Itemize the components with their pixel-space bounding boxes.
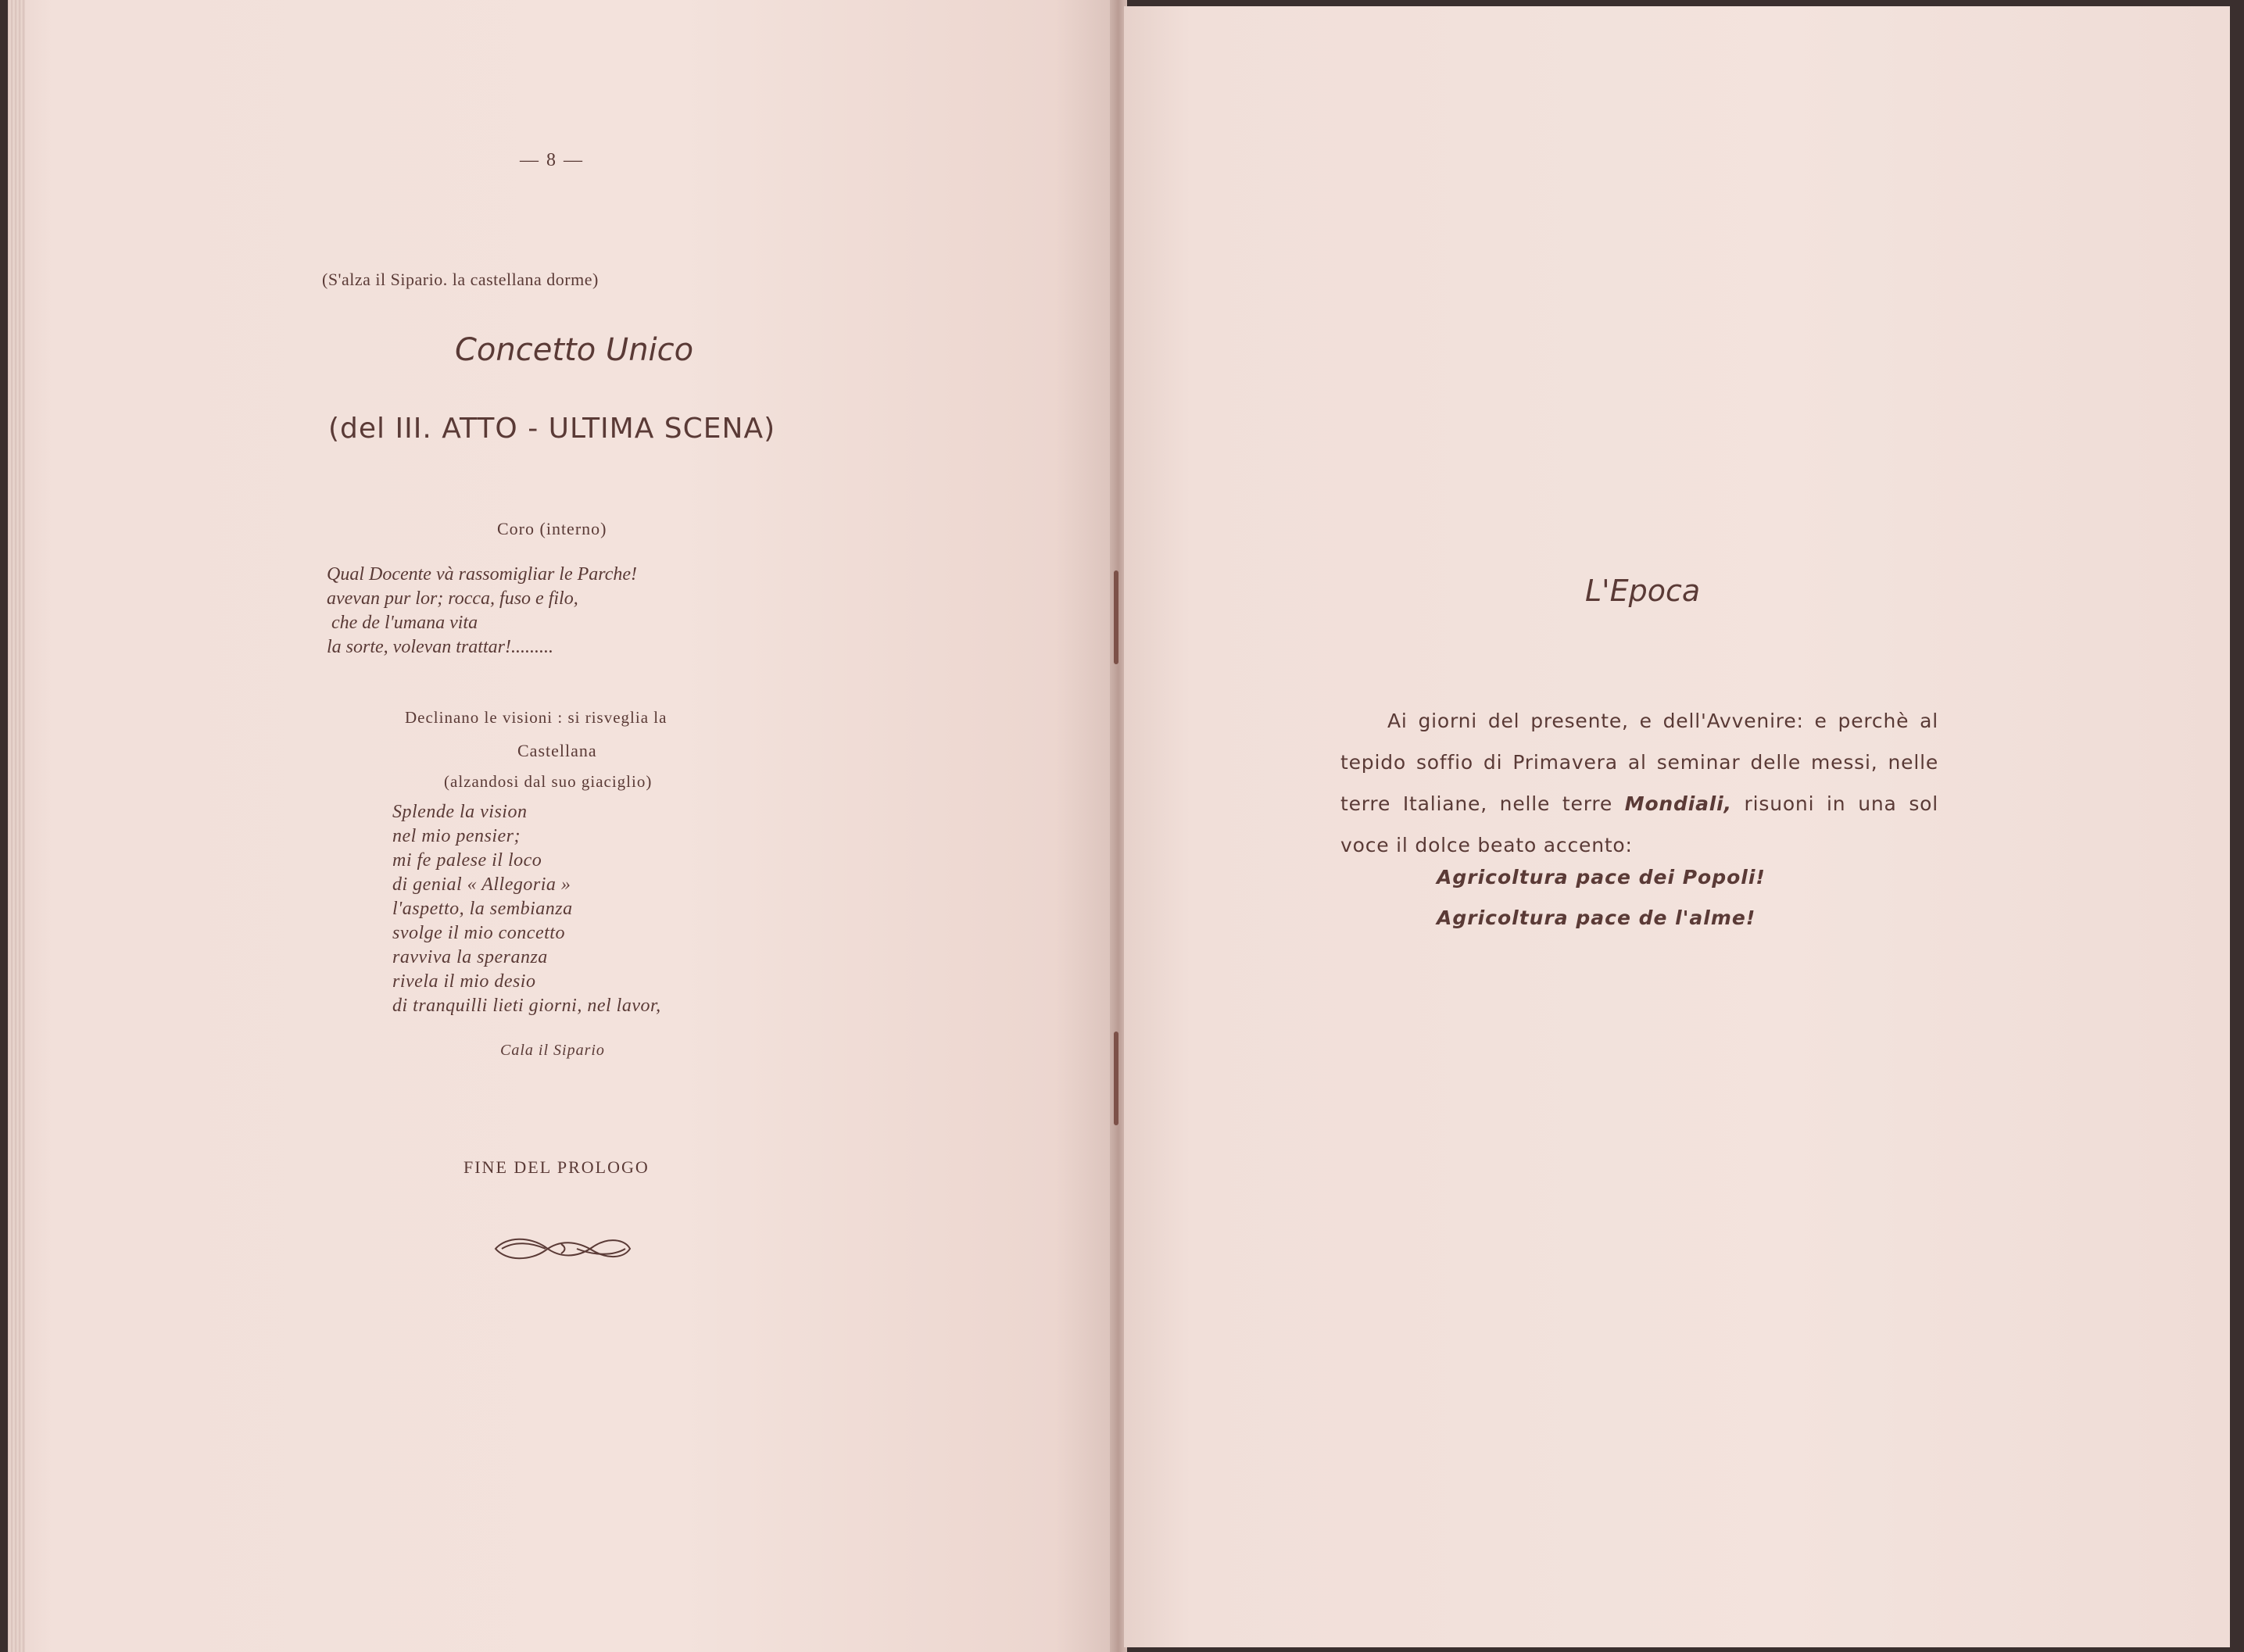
verse-line: nel mio pensier;: [392, 826, 521, 846]
castellana-label: Castellana: [517, 741, 597, 760]
verse-line: che de l'umana vita: [327, 613, 478, 633]
verse-line: svolge il mio concetto: [392, 923, 565, 943]
verse-line: rivela il mio desio: [392, 971, 536, 992]
verse-line: Splende la vision: [392, 802, 528, 822]
coro-verses: [327, 563, 637, 660]
paragraph-text: Ai giorni del presente, e dell'Avvenire: e perchè al tepido soffio di Primavera al seminar delle messi, nelle terre Italiane, nelle terre: [1340, 710, 1938, 815]
alzandosi-direction: (alzandosi dal suo giaciglio): [444, 772, 653, 791]
ornament-flourish-icon: [491, 1233, 635, 1264]
epoca-heading: L'Epoca: [1585, 574, 1701, 608]
section-heading-concetto: Concetto Unico: [455, 332, 694, 368]
verse-line: l'aspetto, la sembianza: [392, 899, 573, 919]
coro-label: Coro (interno): [497, 519, 607, 538]
paragraph-text: risuoni in una sol voce il dolce beato accento:: [1340, 792, 1938, 856]
stage-direction: (S'alza il Sipario. la castellana dorme): [322, 270, 599, 289]
page-edge-stack: [8, 0, 25, 1652]
verse-line: di genial « Allegoria »: [392, 874, 571, 895]
motto-line-1: Agricoltura pace dei Popoli!: [1437, 866, 1766, 889]
binding-stitch-lower: [1114, 1032, 1118, 1125]
verse-line: ravviva la speranza: [392, 947, 548, 967]
page-number: — 8 —: [520, 150, 584, 170]
verse-line: di tranquilli lieti giorni, nel lavor,: [392, 996, 661, 1016]
epoca-paragraph: [1340, 700, 1938, 866]
binding-stitch-upper: [1114, 570, 1118, 664]
castellana-verses: [392, 800, 661, 1018]
declinano-direction: Declinano le visioni : si risveglia la: [405, 708, 667, 727]
section-subheading-atto: (del III. ATTO - ULTIMA SCENA): [328, 413, 776, 445]
fine-prologo: FINE DEL PROLOGO: [463, 1157, 650, 1177]
verse-line: avevan pur lor; rocca, fuso e filo,: [327, 588, 578, 609]
paragraph-emphasis: Mondiali,: [1624, 792, 1732, 815]
motto-line-2: Agricoltura pace de l'alme!: [1437, 906, 1756, 929]
cala-sipario: Cala il Sipario: [500, 1042, 605, 1059]
verse-line: la sorte, volevan trattar!.........: [327, 637, 553, 657]
verse-line: Qual Docente và rassomigliar le Parche!: [327, 564, 638, 585]
verse-line: mi fe palese il loco: [392, 850, 542, 871]
